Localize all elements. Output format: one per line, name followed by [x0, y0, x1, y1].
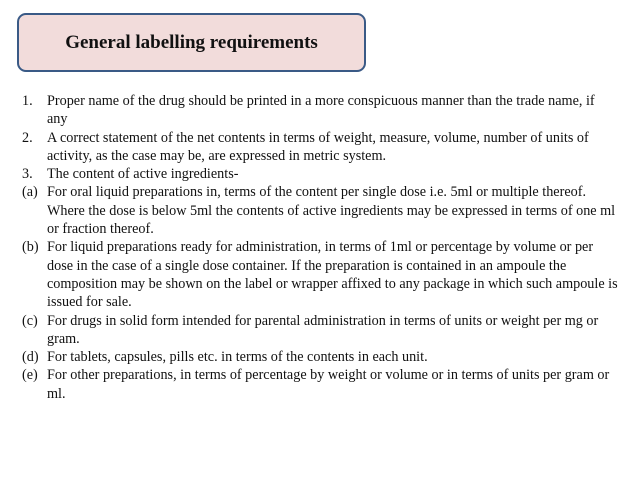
list-item-d	[22, 348, 618, 366]
list-marker: 1.	[22, 93, 33, 109]
list-marker: (c)	[22, 312, 38, 329]
list-item-text: A correct statement of the net contents in terms of weight, measure, volume, number of units of activity, as the case may be, are expressed in metric system.	[47, 129, 589, 164]
list-item-c	[22, 312, 618, 349]
list-marker: (a)	[22, 184, 38, 201]
list-item-b	[22, 238, 618, 311]
list-item-3	[22, 165, 618, 183]
requirements-list	[22, 92, 618, 403]
list-marker: (d)	[22, 349, 39, 366]
list-item-a	[22, 183, 618, 238]
list-item-text: For liquid preparations ready for administration, in terms of 1ml or percentage by volume or per dose in the case of a single dose container. If the preparation is contained in an ampoule the composition may be shown on the label or wrapper affixed to any package in which such ampoule is issued for sale.	[47, 239, 618, 311]
list-item-1	[22, 92, 618, 129]
list-item-text: For drugs in solid form intended for parental administration in terms of units or weight per mg or gram.	[47, 312, 599, 347]
title-box	[17, 13, 366, 72]
list-item-e	[22, 366, 618, 403]
list-item-text: For tablets, capsules, pills etc. in terms of the contents in each unit.	[47, 349, 428, 366]
list-marker: (e)	[22, 367, 38, 384]
list-item-text: The content of active ingredients-	[47, 166, 239, 183]
list-marker: 2.	[22, 129, 33, 146]
list-marker: 3.	[22, 166, 33, 183]
list-item-2	[22, 129, 618, 166]
list-item-text: For oral liquid preparations in, terms of the content per single dose i.e. 5ml or multiple thereof. Where the dose is below 5ml the contents of active ingredients may be expressed in terms of one ml or fraction thereof.	[47, 184, 616, 238]
list-item-text: For other preparations, in terms of percentage by weight or volume or in terms of units per gram or ml.	[47, 367, 610, 402]
page-title: General labelling requirements	[65, 31, 318, 53]
list-marker: (b)	[22, 239, 39, 256]
list-item-text: Proper name of the drug should be printed in a more conspicuous manner than the trade name, if any	[47, 93, 595, 128]
